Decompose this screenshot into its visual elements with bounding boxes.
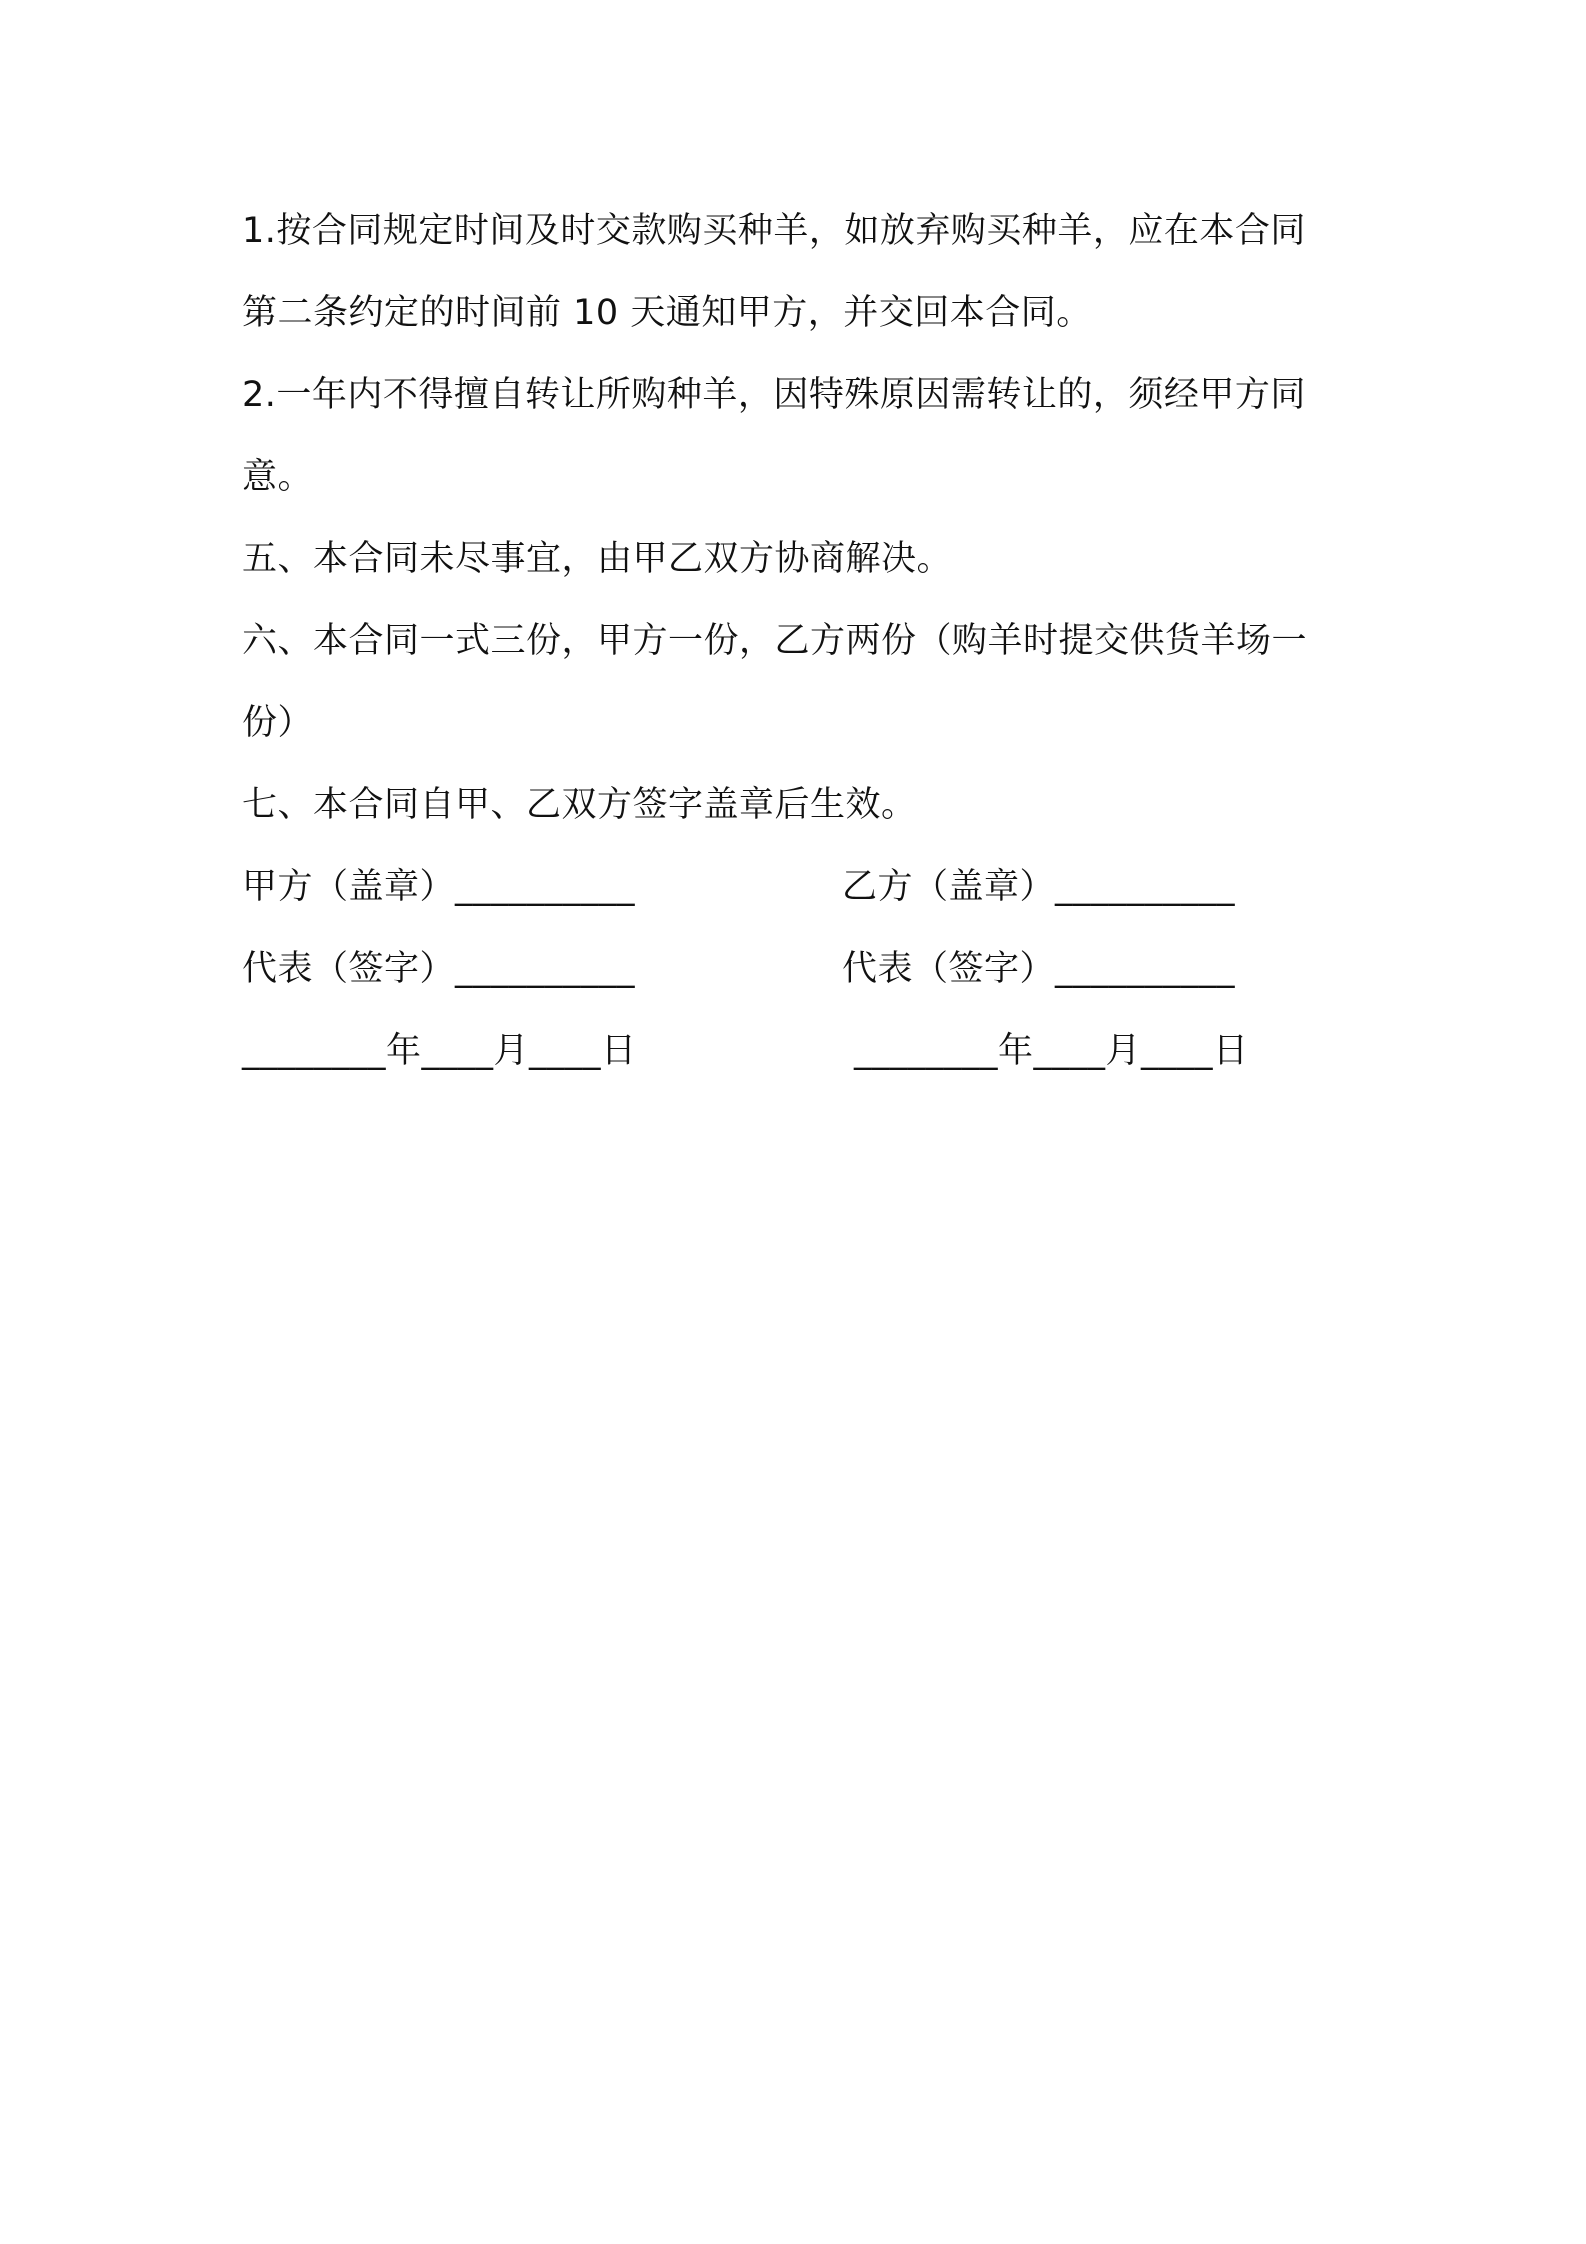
party-a-date-field: ________年____月____日 — [242, 1031, 637, 1071]
clause-b1-line2: 第二条约定的时间前 10 天通知甲方，并交回本合同。 — [242, 293, 1092, 333]
clause-five: 五、本合同未尽事宜，由甲乙双方协商解决。 — [242, 539, 953, 579]
party-b-representative-field: 代表（签字）__________ — [842, 949, 1236, 989]
party-b-seal-field: 乙方（盖章）__________ — [842, 867, 1236, 907]
clause-seven: 七、本合同自甲、乙双方签字盖章后生效。 — [242, 785, 917, 825]
clause-b2-line2: 意。 — [242, 457, 314, 497]
clause-six-line2: 份） — [242, 703, 314, 743]
clause-b1-line1: 1.按合同规定时间及时交款购买种羊，如放弃购买种羊，应在本合同 — [242, 211, 1306, 251]
party-a-seal-field: 甲方（盖章）__________ — [242, 867, 636, 907]
party-a-representative-field: 代表（签字）__________ — [242, 949, 636, 989]
party-b-date-field: ________年____月____日 — [854, 1031, 1249, 1071]
clause-b2-line1: 2.一年内不得擅自转让所购种羊，因特殊原因需转让的，须经甲方同 — [242, 375, 1306, 415]
clause-six-line1: 六、本合同一式三份，甲方一份，乙方两份（购羊时提交供货羊场一 — [242, 621, 1308, 661]
